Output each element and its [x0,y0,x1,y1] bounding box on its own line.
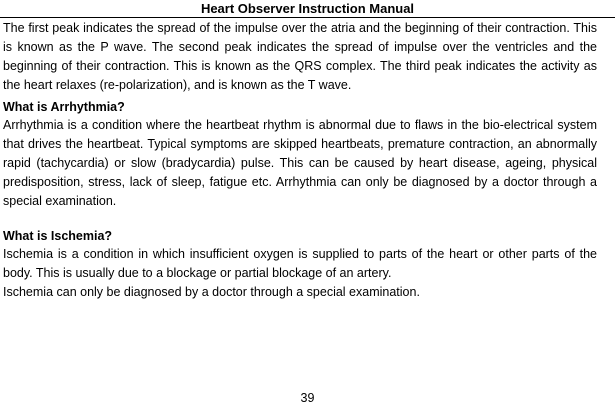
page-content [3,19,597,302]
page-number: 39 [300,391,315,405]
manual-header-title: Heart Observer Instruction Manual [200,1,415,16]
arrhythmia-paragraph: Arrhythmia is a condition where the heartbeat rhythm is abnormal due to flaws in the bio-electrical system that drives the heartbeat. Typical symptoms are skipped heartbeats, premature contraction, an abnormally rapid (tachycardia) or slow (bradycardia) pulse. This can be caused by heart disease, ageing, physical predisposition, stress, lack of sleep, fatigue etc. Arrhythmia can only be diagnosed by a doctor through a special examination. [3,118,597,208]
header-divider [0,17,615,18]
ecg-waves-paragraph: The first peak indicates the spread of the impulse over the atria and the beginning of their contraction. This is known as the P wave. The second peak indicates the spread of impulse over the ventricles and the beginning of their contraction. This is known as the QRS complex. The third peak indicates the activity as the heart relaxes (re-polarization), and is known as the T wave. [3,21,597,92]
arrhythmia-section [3,98,597,211]
spacer [3,211,597,227]
ischemia-heading: What is Ischemia? [3,229,113,243]
ischemia-section [3,227,597,302]
arrhythmia-heading: What is Arrhythmia? [3,100,125,114]
ischemia-diagnosis-paragraph: Ischemia can only be diagnosed by a doctor through a special examination. [3,285,420,299]
ischemia-paragraph: Ischemia is a condition in which insufficient oxygen is supplied to parts of the heart or other parts of the body. This is usually due to a blockage or partial blockage of an artery. [3,247,597,280]
